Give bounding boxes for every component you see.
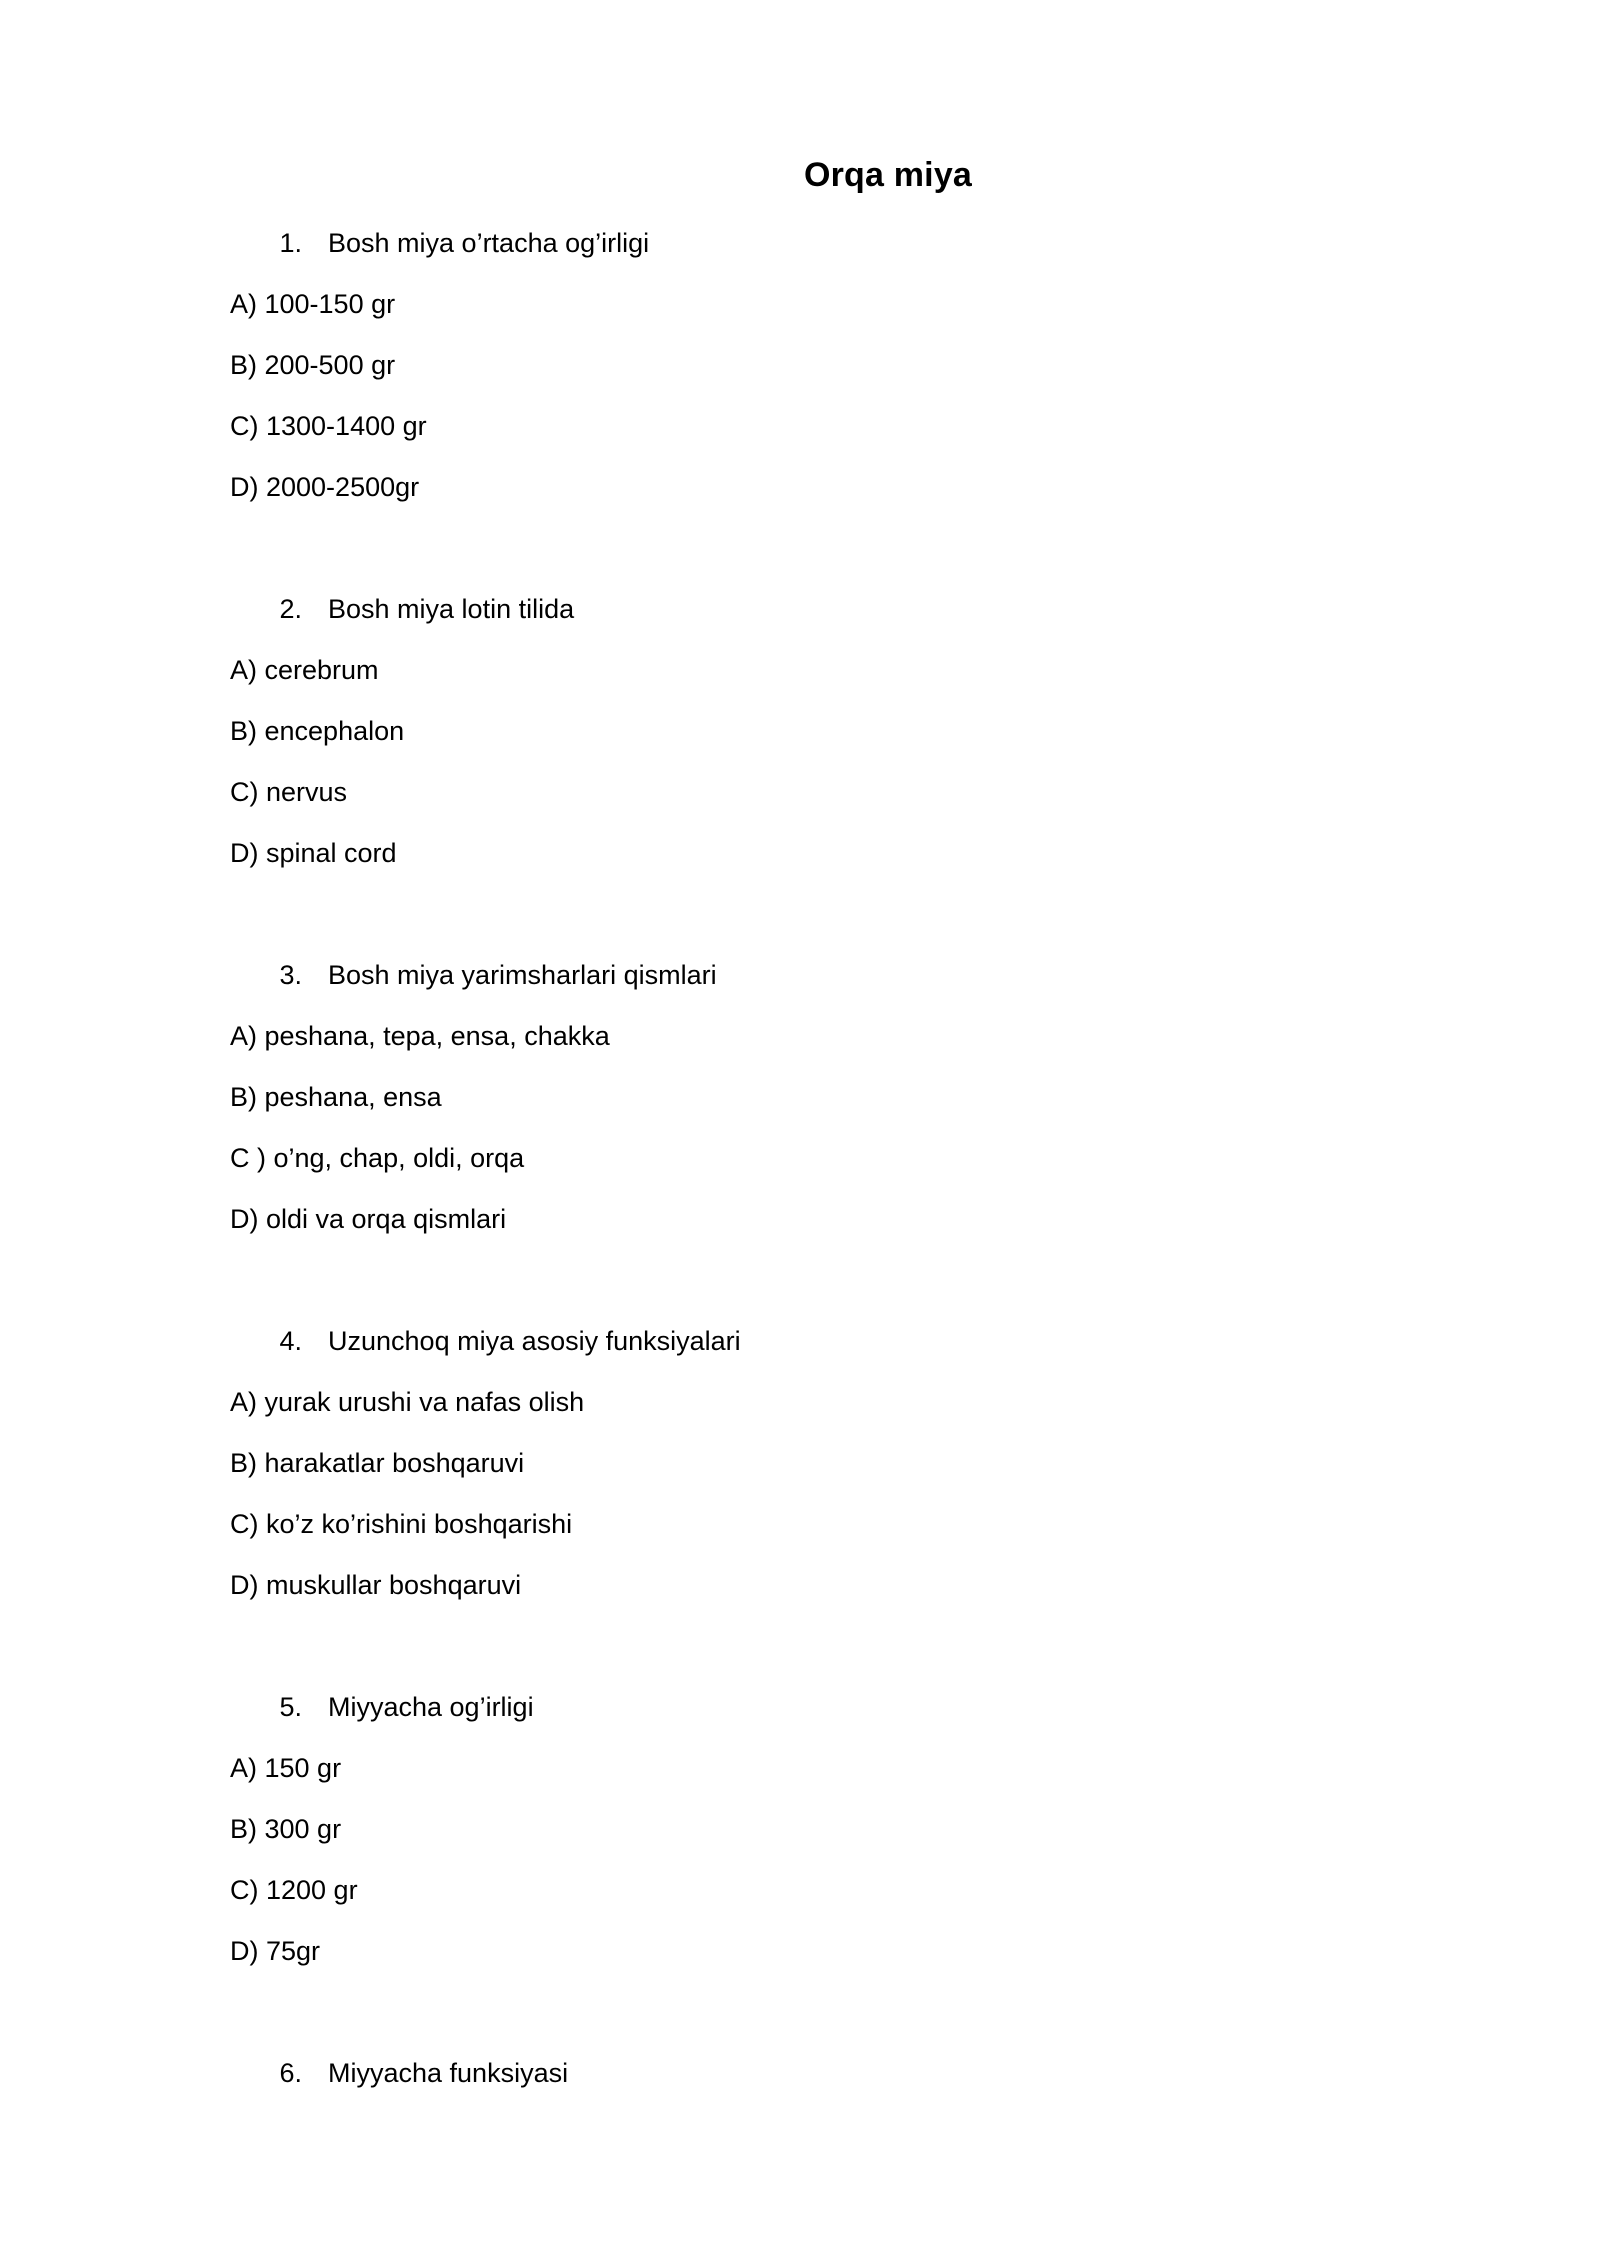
answer-option: D) 75gr <box>230 1936 321 1966</box>
answer-option: D) 2000-2500gr <box>230 472 420 502</box>
answer-option: A) cerebrum <box>230 655 379 685</box>
question-text: Bosh miya o’rtacha og’irligi <box>328 228 650 258</box>
answer-option: D) oldi va orqa qismlari <box>230 1204 507 1234</box>
question-text: Miyyacha funksiyasi <box>328 2058 569 2088</box>
answer-option: C) 1200 gr <box>230 1875 358 1905</box>
answer-option: A) yurak urushi va nafas olish <box>230 1387 585 1417</box>
answer-option: A) 100-150 gr <box>230 289 396 319</box>
answer-option: D) muskullar boshqaruvi <box>230 1570 522 1600</box>
answer-option: C) nervus <box>230 777 348 807</box>
answer-option: A) peshana, tepa, ensa, chakka <box>230 1021 610 1051</box>
question-text: Miyyacha og’irligi <box>328 1692 534 1722</box>
question-text: Uzunchoq miya asosiy funksiyalari <box>328 1326 741 1356</box>
answer-option: C) 1300-1400 gr <box>230 411 427 441</box>
question-number: 6. <box>279 2058 302 2088</box>
question-text: Bosh miya lotin tilida <box>328 594 575 624</box>
answer-option: C ) o’ng, chap, oldi, orqa <box>230 1143 525 1173</box>
page-title: Orqa miya <box>803 156 973 194</box>
question-number: 1. <box>279 228 302 258</box>
answer-option: D) spinal cord <box>230 838 397 868</box>
answer-option: B) 200-500 gr <box>230 350 396 380</box>
question-number: 2. <box>279 594 302 624</box>
answer-option: B) 300 gr <box>230 1814 342 1844</box>
question-text: Bosh miya yarimsharlari qismlari <box>328 960 717 990</box>
answer-option: B) encephalon <box>230 716 405 746</box>
question-number: 4. <box>279 1326 302 1356</box>
answer-option: B) harakatlar boshqaruvi <box>230 1448 525 1478</box>
question-number: 5. <box>279 1692 302 1722</box>
answer-option: A) 150 gr <box>230 1753 342 1783</box>
question-number: 3. <box>279 960 302 990</box>
answer-option: C) ko’z ko’rishini boshqarishi <box>230 1509 573 1539</box>
answer-option: B) peshana, ensa <box>230 1082 442 1112</box>
